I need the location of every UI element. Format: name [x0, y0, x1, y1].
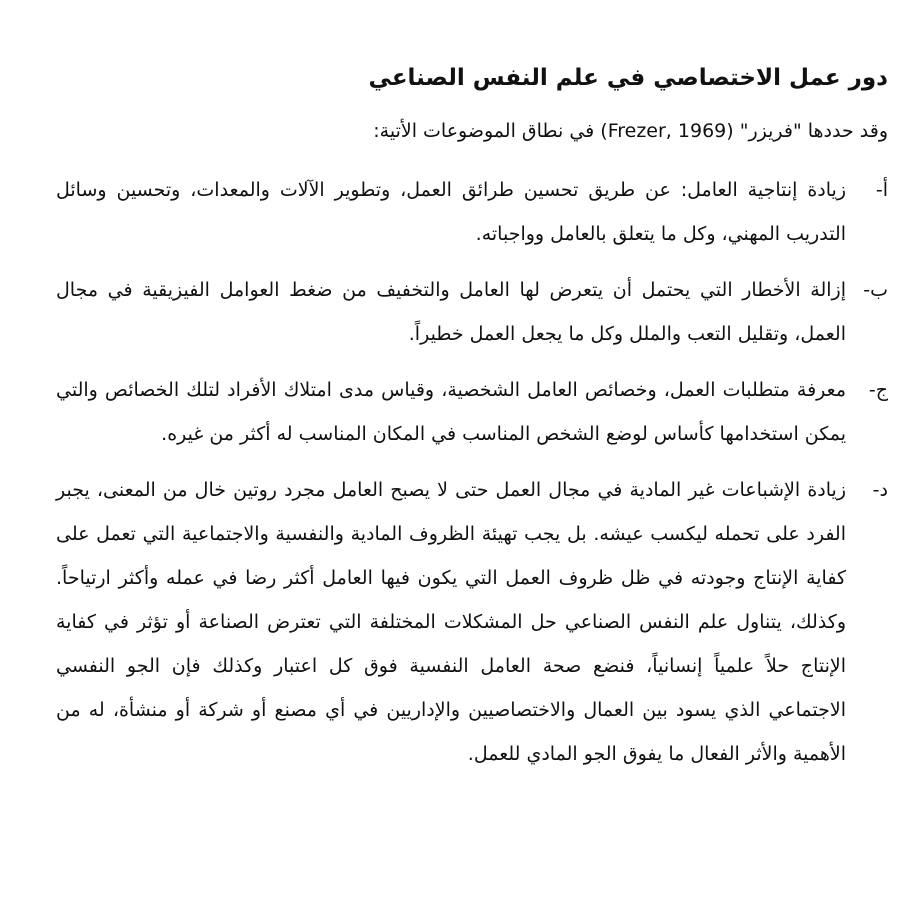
list-item-marker: د-	[872, 479, 888, 501]
intro-paragraph: وقد حددها "فريزر" (Frezer, 1969) في نطاق الموضوعات الأتية:	[373, 120, 888, 142]
list-item	[56, 168, 888, 256]
list-item	[56, 468, 888, 776]
document-page	[56, 58, 888, 788]
list-item-marker: ب-	[863, 279, 888, 301]
list-item-marker: ج-	[868, 379, 888, 401]
list-item	[56, 368, 888, 456]
list-item-text: زيادة الإشباعات غير المادية في مجال العمل حتى لا يصبح العامل مجرد روتين خال من المعنى، يجبر الفرد على تحمله ليكسب عيشه. بل يجب تهيئة الظروف المادية والنفسية والاجتماعية التي تعمل على كفاية الإنتاج وجودته في ظل ظروف العمل التي يكون فيها العامل أكثر رضا في عمله وأكثر ارتياحاً. وكذلك، يتناول علم النفس الصناعي حل المشكلات المختلفة التي تعترض الصناعة أو تؤثر في كفاية الإنتاج حلاً علمياً إنسانياً، فنضع صحة العامل النفسية فوق كل اعتبار وكذلك فإن الجو النفسي الاجتماعي الذي يسود بين العمال والاختصاصيين والإداريين في أي مصنع أو شركة أو منشأة، له من الأهمية والأثر الفعال ما يفوق الجو المادي للعمل.	[56, 479, 846, 765]
list-item-text: معرفة متطلبات العمل، وخصائص العامل الشخصية، وقياس مدى امتلاك الأفراد لتلك الخصائص والتي يمكن استخدامها كأساس لوضع الشخص المناسب في المكان المناسب له أكثر من غيره.	[56, 379, 846, 445]
list-item-text: زيادة إنتاجية العامل: عن طريق تحسين طرائق العمل، وتطوير الآلات والمعدات، وتحسين وسائل التدريب المهني، وكل ما يتعلق بالعامل وواجباته.	[56, 179, 846, 245]
topics-list	[56, 168, 888, 776]
list-item-marker: أ-	[875, 179, 888, 201]
list-item	[56, 268, 888, 356]
list-item-text: إزالة الأخطار التي يحتمل أن يتعرض لها العامل والتخفيف من ضغط العوامل الفيزيقية في مجال العمل، وتقليل التعب والملل وكل ما يجعل العمل خطيراً.	[56, 279, 846, 345]
section-heading: دور عمل الاختصاصي في علم النفس الصناعي	[368, 65, 888, 91]
